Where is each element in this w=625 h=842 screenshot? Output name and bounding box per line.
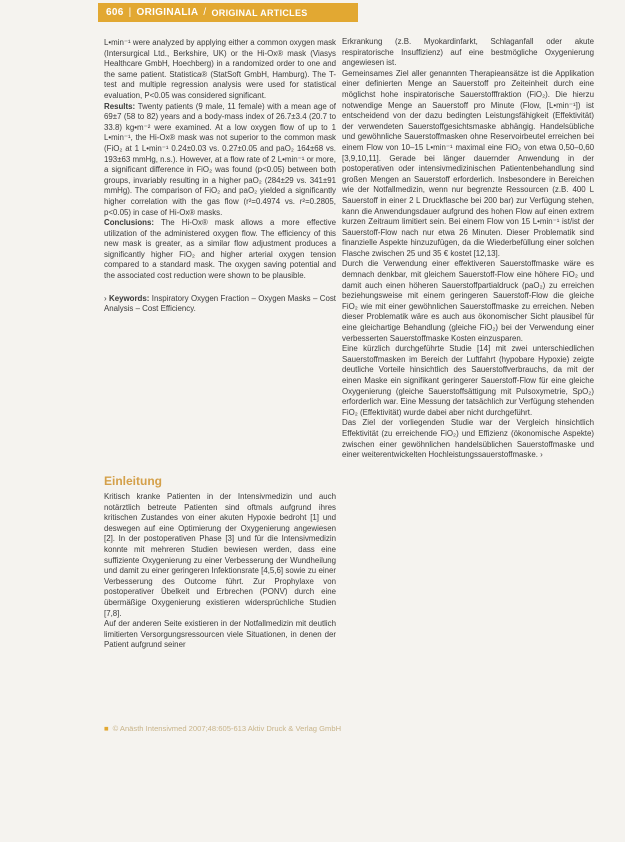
running-header <box>98 3 358 22</box>
conclusions-text: The Hi-Ox® mask allows a more effective utilization of the administered oxygen flow. The efficiency of this new mask is greater, as a similar flow adjustment produces a significantly higher FiO₂ and higher arterial oxygen tension compared to a standard mask. The oxygen saving potential and the associated cost reduction were shown to be plausible. <box>104 218 336 281</box>
page-number: 606 <box>106 7 124 18</box>
subsection-name: ORIGINAL ARTICLES <box>211 7 308 18</box>
footer-marker: ■ <box>104 724 109 733</box>
keyword-bullet: › <box>104 293 110 303</box>
footer-text: © Anästh Intensivmed 2007;48:605-613 Aktiv Druck & Verlag GmbH <box>112 724 342 733</box>
right-column <box>342 37 594 461</box>
results-text: Twenty patients (9 male, 11 female) with a mean age of 69±7 (58 to 82) years and a body-mass index of 26.7±3.4 (20.7 to 33.8) kg•m⁻² were examined. At a low oxygen flow of up to 1 L•min⁻¹, the Hi-Ox® mask was not superior to the common mask (FiO₂ at 1 L•min⁻¹ 0.24±0.03 vs. 0.27±0.05 and paO₂ 164±68 vs. 193±63 mmHg, n.s.). However, at a flow rate of 2 L•min⁻¹ or more, a significant difference in FiO₂ was found (p<0.05) between both groups, invariably resulting in a higher paO₂ (284±29 vs. 341±91 mmHg). The comparison of FiO₂ and paO₂ yielded a significantly higher correlation with the gas flow (r²=0.4974 vs. r²=0.2805, p<0.05) in case of Hi-Ox® masks. <box>104 101 336 217</box>
right-paragraph-4: Eine kürzlich durchgeführte Studie [14] mit zwei unterschiedlichen Sauerstoffmasken im Bereich der Luftfahrt (hypobare Hypoxie) zeigte deutliche Vorteile hinsichtlich des Sauerstoffverbrauchs, da mit der einen Maske ein signifikant geringerer Sauerstoff-Flow für eine gleiche Oxygenierung (gleiche Sauerstoffsättigung mit Pulsoxymetrie, SpO₂) erforderlich war. Eine Messung der tatsächlich zur Verfügung stehenden FiO₂ (Effektivität) wurde dabei aber nicht durchgeführt. <box>342 344 594 417</box>
conclusions-paragraph <box>104 218 336 282</box>
continuation-mark: › <box>540 450 543 460</box>
section-heading-einleitung: Einleitung <box>104 474 162 488</box>
section-name: ORIGINALIA <box>136 7 199 18</box>
keywords-paragraph <box>104 294 336 315</box>
right-paragraph-2: Gemeinsames Ziel aller genannten Therapieansätze ist die Applikation einer definierten Menge an Sauerstoff pro Zeiteinheit durch eine möglichst hohe inspiratorische Sauerstofffraktion (FiO₂). Die hierzu notwendige Menge an Sauerstoff pro Minute (Flow, [L•min⁻¹]) ist entscheidend von der dazu bedingten Leistungsfähigkeit (Effektivität) der verwendeten Sauerstoffgesichtsmaske abhängig. Handelsübliche und gewöhnliche Sauerstoffmasken ohne Reservoirbeutel erreichen bei einem Flow von 10–15 L•min⁻¹ maximal eine FiO₂ von etwa 0,50–0,60 [3,9,10,11]. Gerade bei länger dauernder Anwendung in der postoperativen oder intensivmedizinischen Patientenbehandlung sind großen Mengen an Sauerstoff erforderlich. Insbesondere in Bereichen wie der Notfallmedizin, wenn nur begrenzte Ressourcen (z.B. 400 L Sauerstoff in einer 2 L Druckflasche bei 200 bar) zur Verfügung stehen, kann die Anwendungsdauer aufgrund des hohen Flow auf einen extrem kurzen Zeitraum limitiert sein. Bei einem Flow von 15 L•min⁻¹ ist/ist der Sauerstoff-Flow nach nur etwa 26 Minuten. Dieser Problematik sind finanzielle Aspekte hinzuzufügen, da die Wiederbefüllung einer solchen Flasche zwischen 25 und 35 € kostet [12,13]. <box>342 68 594 258</box>
conclusions-label: Conclusions: <box>104 218 154 228</box>
left-column-top <box>104 38 336 315</box>
keywords-text: Inspiratory Oxygen Fraction – Oxygen Masks – Cost Analysis – Cost Efficiency. <box>104 293 336 314</box>
right-paragraph-3: Durch die Verwendung einer effektiveren Sauerstoffmaske wäre es demnach denkbar, mit gleichem Sauerstoff-Flow eine höhere FiO₂ und damit auch einen höheren Sauerstoffpartialdruck (paO₂) zu erreichen beziehungsweise mit einem geringeren Sauerstoff-Flow die gleiche FiO₂ wie mit einer gewöhnlichen Sauerstoffmaske zu erreichen. Neben dieser Problematik wäre es auch aus ökonomischer Sicht plausibel für eine gleichartige Behandlung (gleiche FiO₂) bei der Verwendung einer verbesserten Sauerstoffmaske Kosten einzusparen. <box>342 259 594 343</box>
results-paragraph <box>104 102 336 219</box>
right-paragraph-5-text: Das Ziel der vorliegenden Studie war der Vergleich hinsichtlich Effektivität (zu erreichende FiO₂) und Effizienz (ökonomische Aspekte) zwischen einer gewöhnlichen handelsüblichen Sauerstoffmaske und einer weiterentwickelten Hochleistungssauerstoffmaske. <box>342 418 594 460</box>
page-footer <box>104 724 594 733</box>
intro-paragraph-2: Auf der anderen Seite existieren in der Notfallmedizin mit deutlich limitierten Versorgungsressourcen viele Situationen, in denen der Patient aufgrund seiner <box>104 619 336 650</box>
right-paragraph-5 <box>342 418 594 460</box>
intro-paragraph-1: Kritisch kranke Patienten in der Intensivmedizin und auch notärztlich betreute Patienten sind oftmals aufgrund ihres kritischen Zustandes von einer akuten Hypoxie bedroht [1] und deswegen auf eine Optimierung der Oxygenierung angewiesen [2]. In der postoperativen Phase [3] und für die Intensivmedizin konnte mit mehreren Studien bewiesen werden, dass eine suffiziente Oxygenierung zu einer Verbesserung der Wundheilung und damit zu einer geringeren Infektionsrate [4,5,6] sowie zu einer Verbesserung des Outcome führt. Zur Prophylaxe von postoperativer Übelkeit und Erbrechen (PONV) durch eine übermäßige Oxygenierung existieren widersprüchliche Studien [7,8]. <box>104 492 336 618</box>
header-separator-2: / <box>203 7 207 18</box>
results-label: Results: <box>104 101 136 111</box>
methods-paragraph: L•min⁻¹ were analyzed by applying either a common oxygen mask (Intersurgical Ltd., Berkshire, UK) or the Hi-Ox® mask (Viasys Healthcare GmbH, Hoechberg) in a randomized order to one and the same patient. Statistica® (StatSoft GmbH, Hamburg). The T-test and multiple regression analysis were used for statistical evaluation, P<0.05 was considered significant. <box>104 38 336 100</box>
keywords-label: Keywords: <box>109 293 150 303</box>
header-separator: | <box>128 7 132 18</box>
right-paragraph-1: Erkrankung (z.B. Myokardinfarkt, Schlaganfall oder akute respiratorische Insuffizienz) auf eine bestmögliche Oxygenierung angewiesen ist. <box>342 37 594 68</box>
left-column-intro <box>104 492 336 651</box>
